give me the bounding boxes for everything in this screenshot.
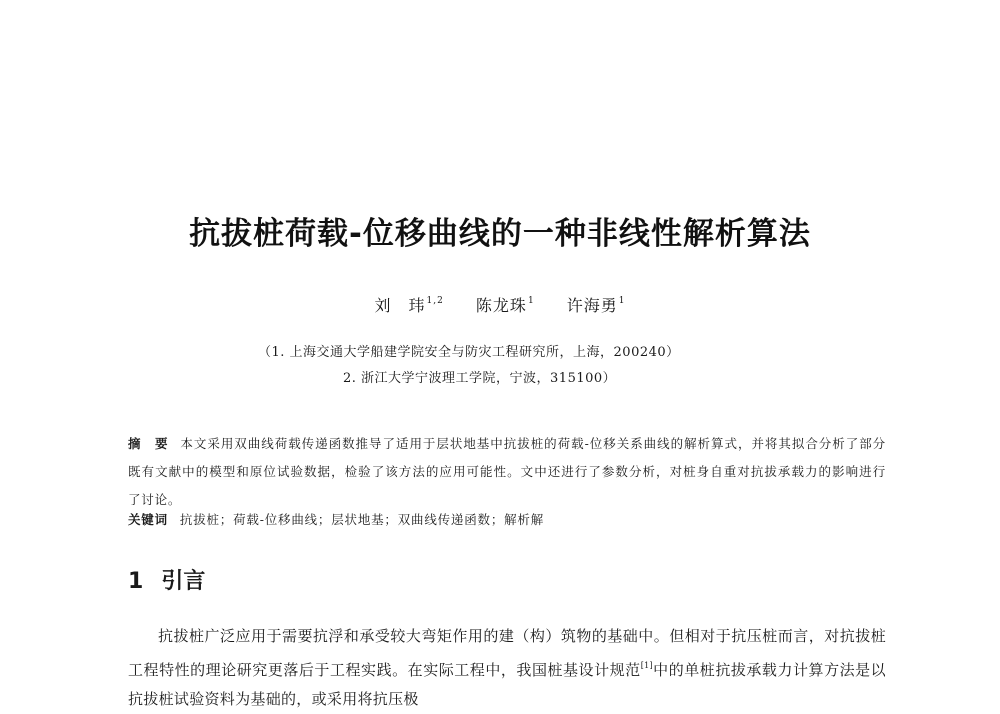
author-affiliation-mark: 1,2 <box>426 296 444 306</box>
paragraph-text-continued: 中的单桩抗拔承载力计算方法是以抗拔桩试验资料为基础的，或采用将抗压极 <box>128 661 886 708</box>
author <box>567 293 626 316</box>
author-name: 许海勇 <box>566 296 618 315</box>
section-title: 引言 <box>161 569 206 594</box>
author-name: 陈龙珠 <box>475 296 527 315</box>
citation-ref[interactable]: [1] <box>640 661 653 670</box>
author-affiliation-mark: 1 <box>527 296 535 306</box>
keywords-label: 关键词 <box>128 512 168 527</box>
keywords-text: 抗拔桩；荷载-位移曲线；层状地基；双曲线传递函数；解析解 <box>179 512 545 527</box>
abstract-label: 摘 要 <box>128 436 169 451</box>
author-name: 刘 玮 <box>374 296 426 315</box>
affiliation-1: （1. 上海交通大学船建学院安全与防灾工程研究所，上海，200240） <box>258 345 680 360</box>
section-heading <box>128 564 205 595</box>
section-number: 1 <box>128 569 144 594</box>
affiliation-2: 2. 浙江大学宁波理工学院，宁波，315100） <box>343 371 617 386</box>
keywords <box>128 510 886 528</box>
author <box>476 293 535 316</box>
author <box>374 293 443 316</box>
author-list <box>0 293 1000 316</box>
abstract <box>128 430 886 514</box>
body-text <box>128 622 886 714</box>
paragraph-text: 抗拔桩广泛应用于需要抗浮和承受较大弯矩作用的建（构）筑物的基础中。但相对于抗压桩而言，对抗拔桩工程特性的理论研究更落后于工程实践。在实际工程中，我国桩基设计规范 <box>128 627 886 679</box>
paper-title: 抗拔桩荷载-位移曲线的一种非线性解析算法 <box>189 216 811 252</box>
abstract-text: 本文采用双曲线荷载传递函数推导了适用于层状地基中抗拔桩的荷载-位移关系曲线的解析算式，并将其拟合分析了部分既有文献中的模型和原位试验数据，检验了该方法的应用可能性。文中还进行了参数分析，对桩身自重对抗拔承载力的影响进行了讨论。 <box>128 436 886 507</box>
paragraph <box>128 622 886 714</box>
author-affiliation-mark: 1 <box>618 296 626 306</box>
